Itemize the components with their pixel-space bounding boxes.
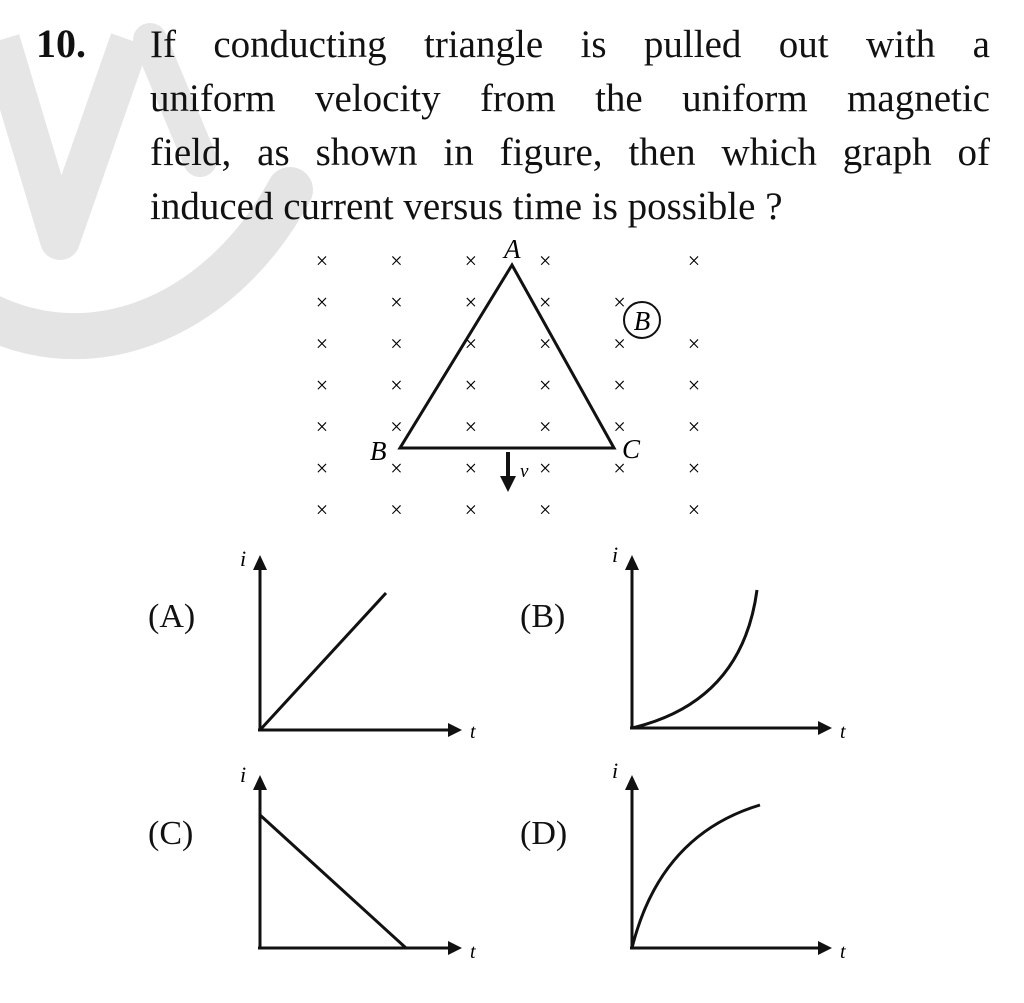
option-a-graph (225, 535, 495, 750)
y-axis-arrow (253, 555, 267, 570)
field-cross-mark: × (613, 289, 626, 315)
field-cross-mark: × (538, 455, 552, 481)
x-axis-label: t (840, 721, 846, 743)
field-cross-mark: × (613, 331, 626, 356)
field-cross-mark: × (390, 497, 403, 522)
field-cross-mark: × (315, 372, 329, 398)
x-axis-label: t (840, 941, 846, 963)
option-b-label: (B) (520, 598, 566, 635)
field-cross-mark: × (613, 455, 626, 481)
vertex-c-label: C (622, 434, 641, 464)
x-axis-arrow (448, 723, 462, 737)
question-line: uniform velocity from the uniform magnetic (150, 77, 990, 120)
triangle-field-figure (290, 228, 730, 538)
x-axis-arrow (818, 941, 832, 955)
option-c-graph (225, 755, 495, 965)
y-axis-label: i (612, 542, 619, 567)
y-axis-label: i (240, 762, 247, 787)
field-cross-mark: × (315, 414, 329, 439)
field-cross-mark: × (538, 372, 552, 398)
option-d-label: (D) (520, 815, 568, 852)
field-cross-mark: × (390, 455, 403, 481)
field-cross-mark: × (687, 372, 701, 398)
y-axis-arrow (253, 775, 267, 790)
y-axis-arrow (625, 775, 639, 790)
field-cross-mark: × (687, 414, 701, 439)
x-axis-arrow (818, 721, 832, 735)
field-cross-mark: × (538, 497, 552, 522)
field-cross-mark: × (315, 455, 329, 481)
field-cross-mark: × (687, 248, 701, 273)
field-cross-mark: × (464, 497, 478, 522)
question-text (150, 18, 990, 234)
y-axis-label: i (240, 546, 247, 571)
field-cross-mark: × (464, 414, 478, 439)
x-axis-label: t (470, 721, 476, 743)
field-cross-mark: × (464, 331, 478, 356)
y-axis-label: i (612, 758, 619, 783)
current-curve (260, 815, 406, 948)
field-cross-mark: × (687, 455, 701, 481)
field-cross-mark: × (390, 248, 403, 273)
question-number: 10. (36, 21, 86, 66)
field-cross-mark: × (687, 331, 701, 356)
field-cross-mark: × (390, 331, 403, 356)
field-cross-mark: × (464, 248, 478, 273)
field-cross-mark: × (538, 289, 552, 315)
current-curve (632, 805, 760, 948)
vertex-b-label: B (370, 436, 387, 466)
current-curve (632, 590, 757, 728)
field-cross-mark: × (687, 497, 701, 522)
field-cross-mark: × (464, 455, 478, 481)
x-axis-label: t (470, 941, 476, 963)
question-line: induced current versus time is possible ? (150, 185, 783, 228)
x-axis-arrow (448, 941, 462, 955)
field-cross-mark: × (613, 414, 626, 439)
field-cross-mark: × (315, 289, 329, 315)
field-cross-mark: × (538, 248, 552, 273)
option-d-graph (600, 755, 860, 965)
y-axis-arrow (625, 555, 639, 570)
option-b-graph (600, 535, 860, 750)
field-cross-mark: × (390, 414, 403, 439)
field-cross-mark: × (538, 331, 552, 356)
field-cross-mark: × (613, 372, 626, 398)
field-cross-mark: × (315, 331, 329, 356)
field-cross-mark: × (315, 497, 329, 522)
field-cross-mark: × (315, 248, 329, 273)
current-curve (260, 593, 386, 730)
velocity-label: v (520, 461, 529, 482)
option-c-label: (C) (148, 815, 194, 852)
field-cross-mark: × (390, 372, 403, 398)
option-a-label: (A) (148, 598, 196, 635)
field-cross-mark: × (464, 372, 478, 398)
question-line: If conducting triangle is pulled out with a (150, 23, 990, 66)
question-line: field, as shown in figure, then which graph of (150, 131, 990, 174)
field-label: B (633, 306, 651, 336)
vertex-a-label: A (504, 234, 521, 264)
field-cross-mark: × (538, 414, 552, 439)
field-cross-mark: × (390, 289, 403, 315)
conducting-triangle (400, 265, 614, 448)
field-cross-mark: × (464, 289, 478, 315)
velocity-arrow-head (500, 476, 516, 492)
